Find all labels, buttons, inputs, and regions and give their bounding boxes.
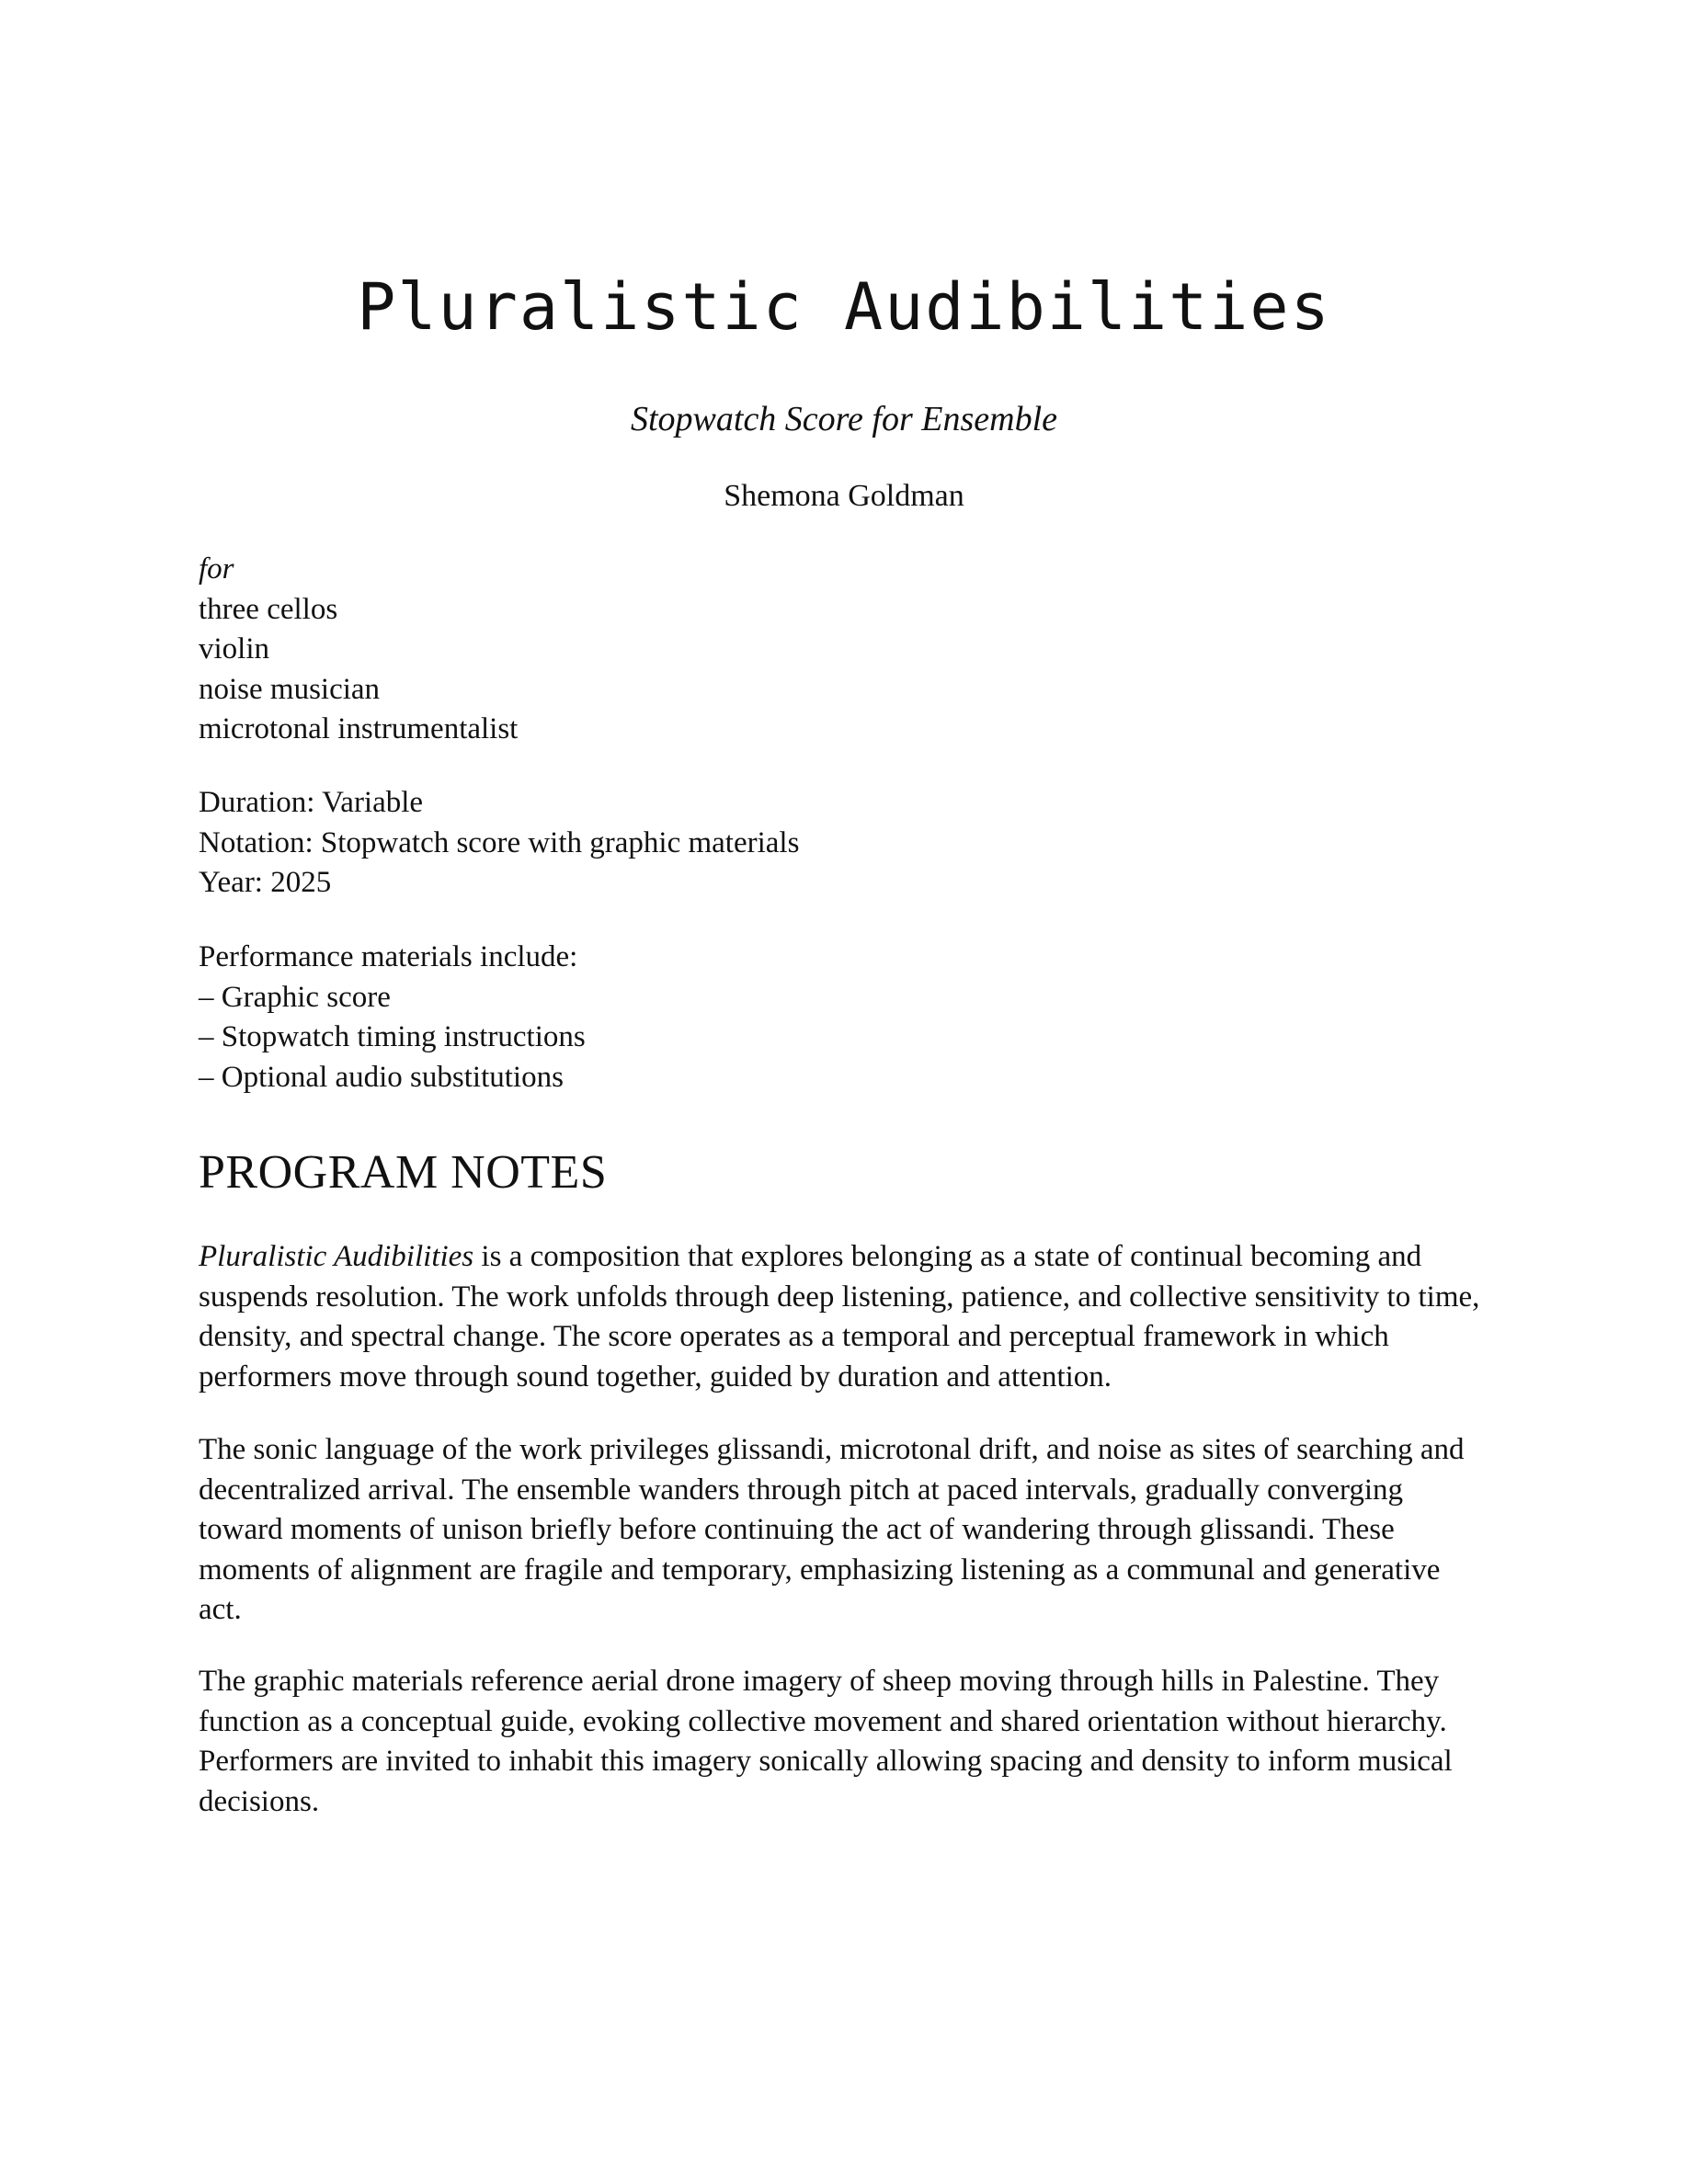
instrumentation-label: for [199,552,234,586]
instrument-item: violin [199,632,270,665]
work-title-italic: Pluralistic Audibilities [199,1240,474,1273]
instrument-item: three cellos [199,592,338,626]
year-line: Year: 2025 [199,866,332,899]
paragraph-line: toward moments of unison briefly before continuing the act of wandering through glissandi. These [199,1513,1395,1546]
materials-item: – Graphic score [199,980,391,1014]
paragraph-line: The sonic language of the work privileges glissandi, microtonal drift, and noise as sites of searching and [199,1433,1465,1466]
materials-intro: Performance materials include: [199,940,578,973]
paragraph-line: The graphic materials reference aerial drone imagery of sheep moving through hills in Palestine. They [199,1665,1440,1698]
paragraph-line: decentralized arrival. The ensemble wanders through pitch at paced intervals, gradually converging [199,1473,1404,1507]
paragraph-line: suspends resolution. The work unfolds through deep listening, patience, and collective sensitivity to time, [199,1280,1480,1314]
instrumentation-block [199,550,1489,750]
instrument-item: microtonal instrumentalist [199,712,519,745]
notation-line: Notation: Stopwatch score with graphic materials [199,825,800,859]
materials-item: – Stopwatch timing instructions [199,1020,586,1053]
instrument-item: noise musician [199,672,381,706]
program-notes-heading: PROGRAM NOTES [199,1146,608,1199]
program-notes-paragraph [199,1662,1489,1822]
score-title: Pluralistic Audibilities [357,269,1331,345]
paragraph-line-text: is a composition that explores belonging as a state of continual becoming and [473,1240,1422,1273]
paragraph-line: performers move through sound together, guided by duration and attention. [199,1359,1112,1393]
paragraph-line: decisions. [199,1784,320,1818]
paragraph-line: function as a conceptual guide, evoking collective movement and shared orientation without hierarchy. [199,1704,1447,1738]
duration-line: Duration: Variable [199,786,424,819]
materials-item: – Optional audio substitutions [199,1060,564,1094]
performance-materials [199,938,1489,1098]
paragraph-line: act. [199,1593,242,1626]
program-notes-paragraph [199,1237,1489,1397]
program-notes-paragraph [199,1430,1489,1631]
paragraph-line: Performers are invited to inhabit this imagery sonically allowing spacing and density to inform musical [199,1745,1453,1778]
paragraph-line: density, and spectral change. The score operates as a temporal and perceptual framework in which [199,1320,1389,1353]
composer-name: Shemona Goldman [724,479,964,513]
score-subtitle: Stopwatch Score for Ensemble [630,400,1057,438]
paragraph-line [199,1237,1489,1278]
document-page [199,0,1489,2184]
paragraph-line: moments of alignment are fragile and temporary, emphasizing listening as a communal and generative [199,1553,1441,1587]
score-metadata [199,783,1489,904]
